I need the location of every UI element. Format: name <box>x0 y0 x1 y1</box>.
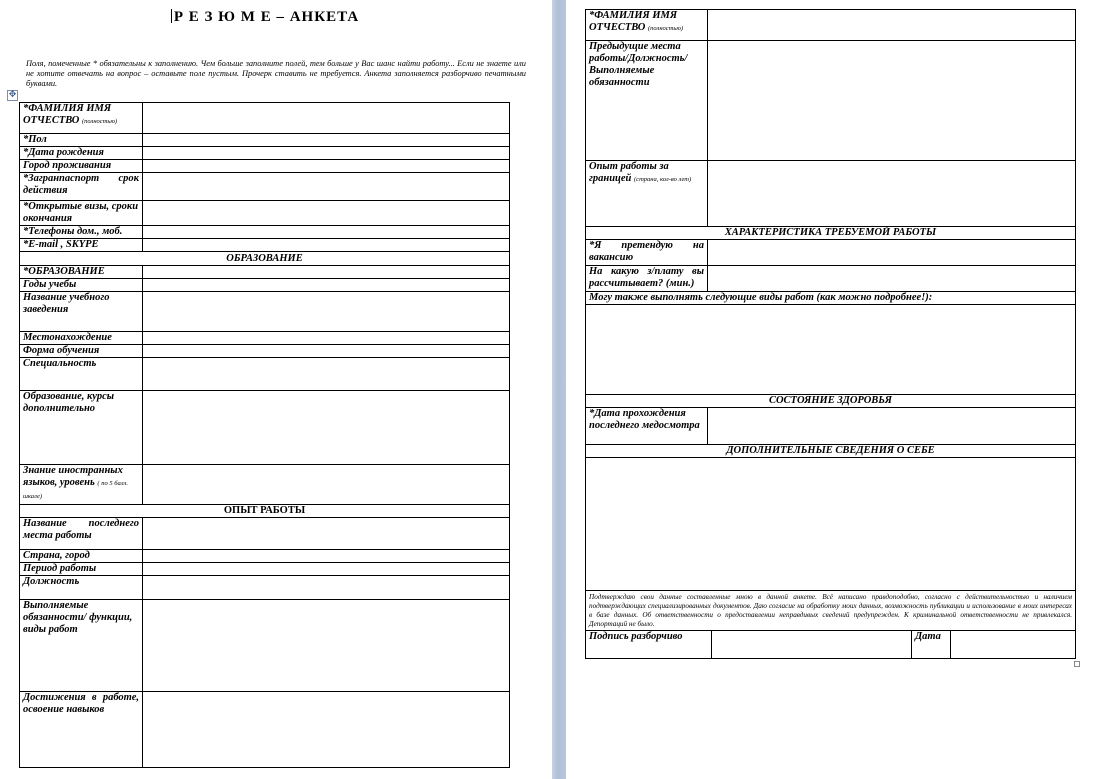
label-country-city: Страна, город <box>20 550 143 563</box>
consent-text: Подтверждаю свои данные составленные мною в данной анкете. Всё написано правдоподобно, согласно с действительностью и наличием подтверждающих специализированных документов. Даю согласие на обработку моих данных, возможность публикации и использование в моих интересах в базе данных. Об ответственности о предоставлении неправдивых сведений предупрежден. К криминальной ответственности не привлекался. Депортаций не было. <box>586 591 1076 631</box>
field-passport[interactable] <box>143 173 510 201</box>
label-signature: Подпись разборчиво <box>586 631 712 659</box>
label-education-level: *ОБРАЗОВАНИЕ <box>20 266 143 279</box>
section-additional-info-header: ДОПОЛНИТЕЛЬНЫЕ СВЕДЕНИЯ О СЕБЕ <box>586 445 1076 458</box>
field-specialty[interactable] <box>143 358 510 391</box>
field-gender[interactable] <box>143 134 510 147</box>
field-email[interactable] <box>143 239 510 252</box>
field-salary[interactable] <box>708 266 1076 292</box>
label-duties: Выполняемые обязанности/ функции, виды работ <box>20 600 143 692</box>
label-medical-date: *Дата прохождения последнего медосмотра <box>586 408 708 445</box>
label-passport: *Загранпаспорт срок действия <box>20 173 143 201</box>
field-medical-date[interactable] <box>708 408 1076 445</box>
section-health-header: СОСТОЯНИЕ ЗДОРОВЬЯ <box>586 395 1076 408</box>
section-experience-header: ОПЫТ РАБОТЫ <box>20 505 510 518</box>
label-email: *E-mail , SKYPE <box>20 239 143 252</box>
label-specialty: Специальность <box>20 358 143 391</box>
field-additional-info[interactable] <box>586 458 1076 591</box>
label-gender: *Пол <box>20 134 143 147</box>
label-institution: Название учебного заведения <box>20 292 143 332</box>
label-vacancy: *Я претендую на вакансию <box>586 240 708 266</box>
label-last-workplace: Название последнего места работы <box>20 518 143 550</box>
label-fio: *ФАМИЛИЯ ИМЯ ОТЧЕСТВО (полностью) <box>20 103 143 134</box>
field-phones[interactable] <box>143 226 510 239</box>
label-dob: *Дата рождения <box>20 147 143 160</box>
label-salary: На какую з/плату вы рассчитывает? (мин.) <box>586 266 708 292</box>
field-visas[interactable] <box>143 201 510 226</box>
field-languages[interactable] <box>143 465 510 505</box>
label-achievements: Достижения в работе, освоение навыков <box>20 692 143 768</box>
label-fio-page2: *ФАМИЛИЯ ИМЯ ОТЧЕСТВО (полностью) <box>586 10 708 41</box>
table-resize-handle-icon[interactable] <box>1074 661 1080 667</box>
field-fio[interactable] <box>143 103 510 134</box>
document-title-text: Р Е З Ю М Е – АНКЕТА <box>173 9 360 25</box>
field-location[interactable] <box>143 332 510 345</box>
label-date: Дата <box>912 631 951 659</box>
label-visas: *Открытые визы, сроки окончания <box>20 201 143 226</box>
resume-form-table-page1 <box>19 102 510 768</box>
label-phones: *Телефоны дом., моб. <box>20 226 143 239</box>
field-duties[interactable] <box>143 600 510 692</box>
field-other-work[interactable] <box>586 305 1076 395</box>
text-cursor <box>171 9 172 23</box>
field-last-workplace[interactable] <box>143 518 510 550</box>
field-signature[interactable] <box>712 631 912 659</box>
field-institution[interactable] <box>143 292 510 332</box>
field-position[interactable] <box>143 576 510 600</box>
field-study-form[interactable] <box>143 345 510 358</box>
label-work-period: Период работы <box>20 563 143 576</box>
label-courses: Образование, курсы дополнительно <box>20 391 143 465</box>
section-education-header: ОБРАЗОВАНИЕ <box>20 252 510 266</box>
field-fio-page2[interactable] <box>708 10 1076 41</box>
field-education-level[interactable] <box>143 266 510 279</box>
field-work-period[interactable] <box>143 563 510 576</box>
field-vacancy[interactable] <box>708 240 1076 266</box>
label-position: Должность <box>20 576 143 600</box>
label-previous-jobs: Предыдущие места работы/Должность/ Выполняемые обязанности <box>586 41 708 161</box>
label-languages: Знание иностранных языков, уровень ( по 5 балл. шкале) <box>20 465 143 505</box>
field-previous-jobs[interactable] <box>708 41 1076 161</box>
label-city: Город проживания <box>20 160 143 173</box>
field-date[interactable] <box>951 631 1076 659</box>
label-abroad-experience: Опыт работы за границей (страна, кол-во лет) <box>586 161 708 227</box>
page-left <box>0 0 552 779</box>
label-other-work: Могу также выполнять следующие виды работ (как можно подробнее!): <box>586 292 1076 305</box>
document-title <box>20 9 510 26</box>
field-country-city[interactable] <box>143 550 510 563</box>
page-gutter <box>552 0 566 779</box>
field-courses[interactable] <box>143 391 510 465</box>
section-job-characteristics-header: ХАРАКТЕРИСТИКА ТРЕБУЕМОЙ РАБОТЫ <box>586 227 1076 240</box>
intro-text: Поля, помеченные * обязательны к заполнению. Чем больше заполните полей, тем больше у Вас шанс найти работу... Если не знаете или не хотите отвечать на вопрос – оставьте поле пустым. Прочерк ставить не требуется. Анкета заполняется разборчиво печатными буквами. <box>26 59 526 88</box>
label-location: Местонахождение <box>20 332 143 345</box>
field-study-years[interactable] <box>143 279 510 292</box>
label-study-form: Форма обучения <box>20 345 143 358</box>
label-study-years: Годы учебы <box>20 279 143 292</box>
table-move-handle-icon[interactable]: ✥ <box>8 90 17 100</box>
field-dob[interactable] <box>143 147 510 160</box>
field-city[interactable] <box>143 160 510 173</box>
resume-form-table-page2 <box>585 9 1076 659</box>
field-abroad-experience[interactable] <box>708 161 1076 227</box>
field-achievements[interactable] <box>143 692 510 768</box>
